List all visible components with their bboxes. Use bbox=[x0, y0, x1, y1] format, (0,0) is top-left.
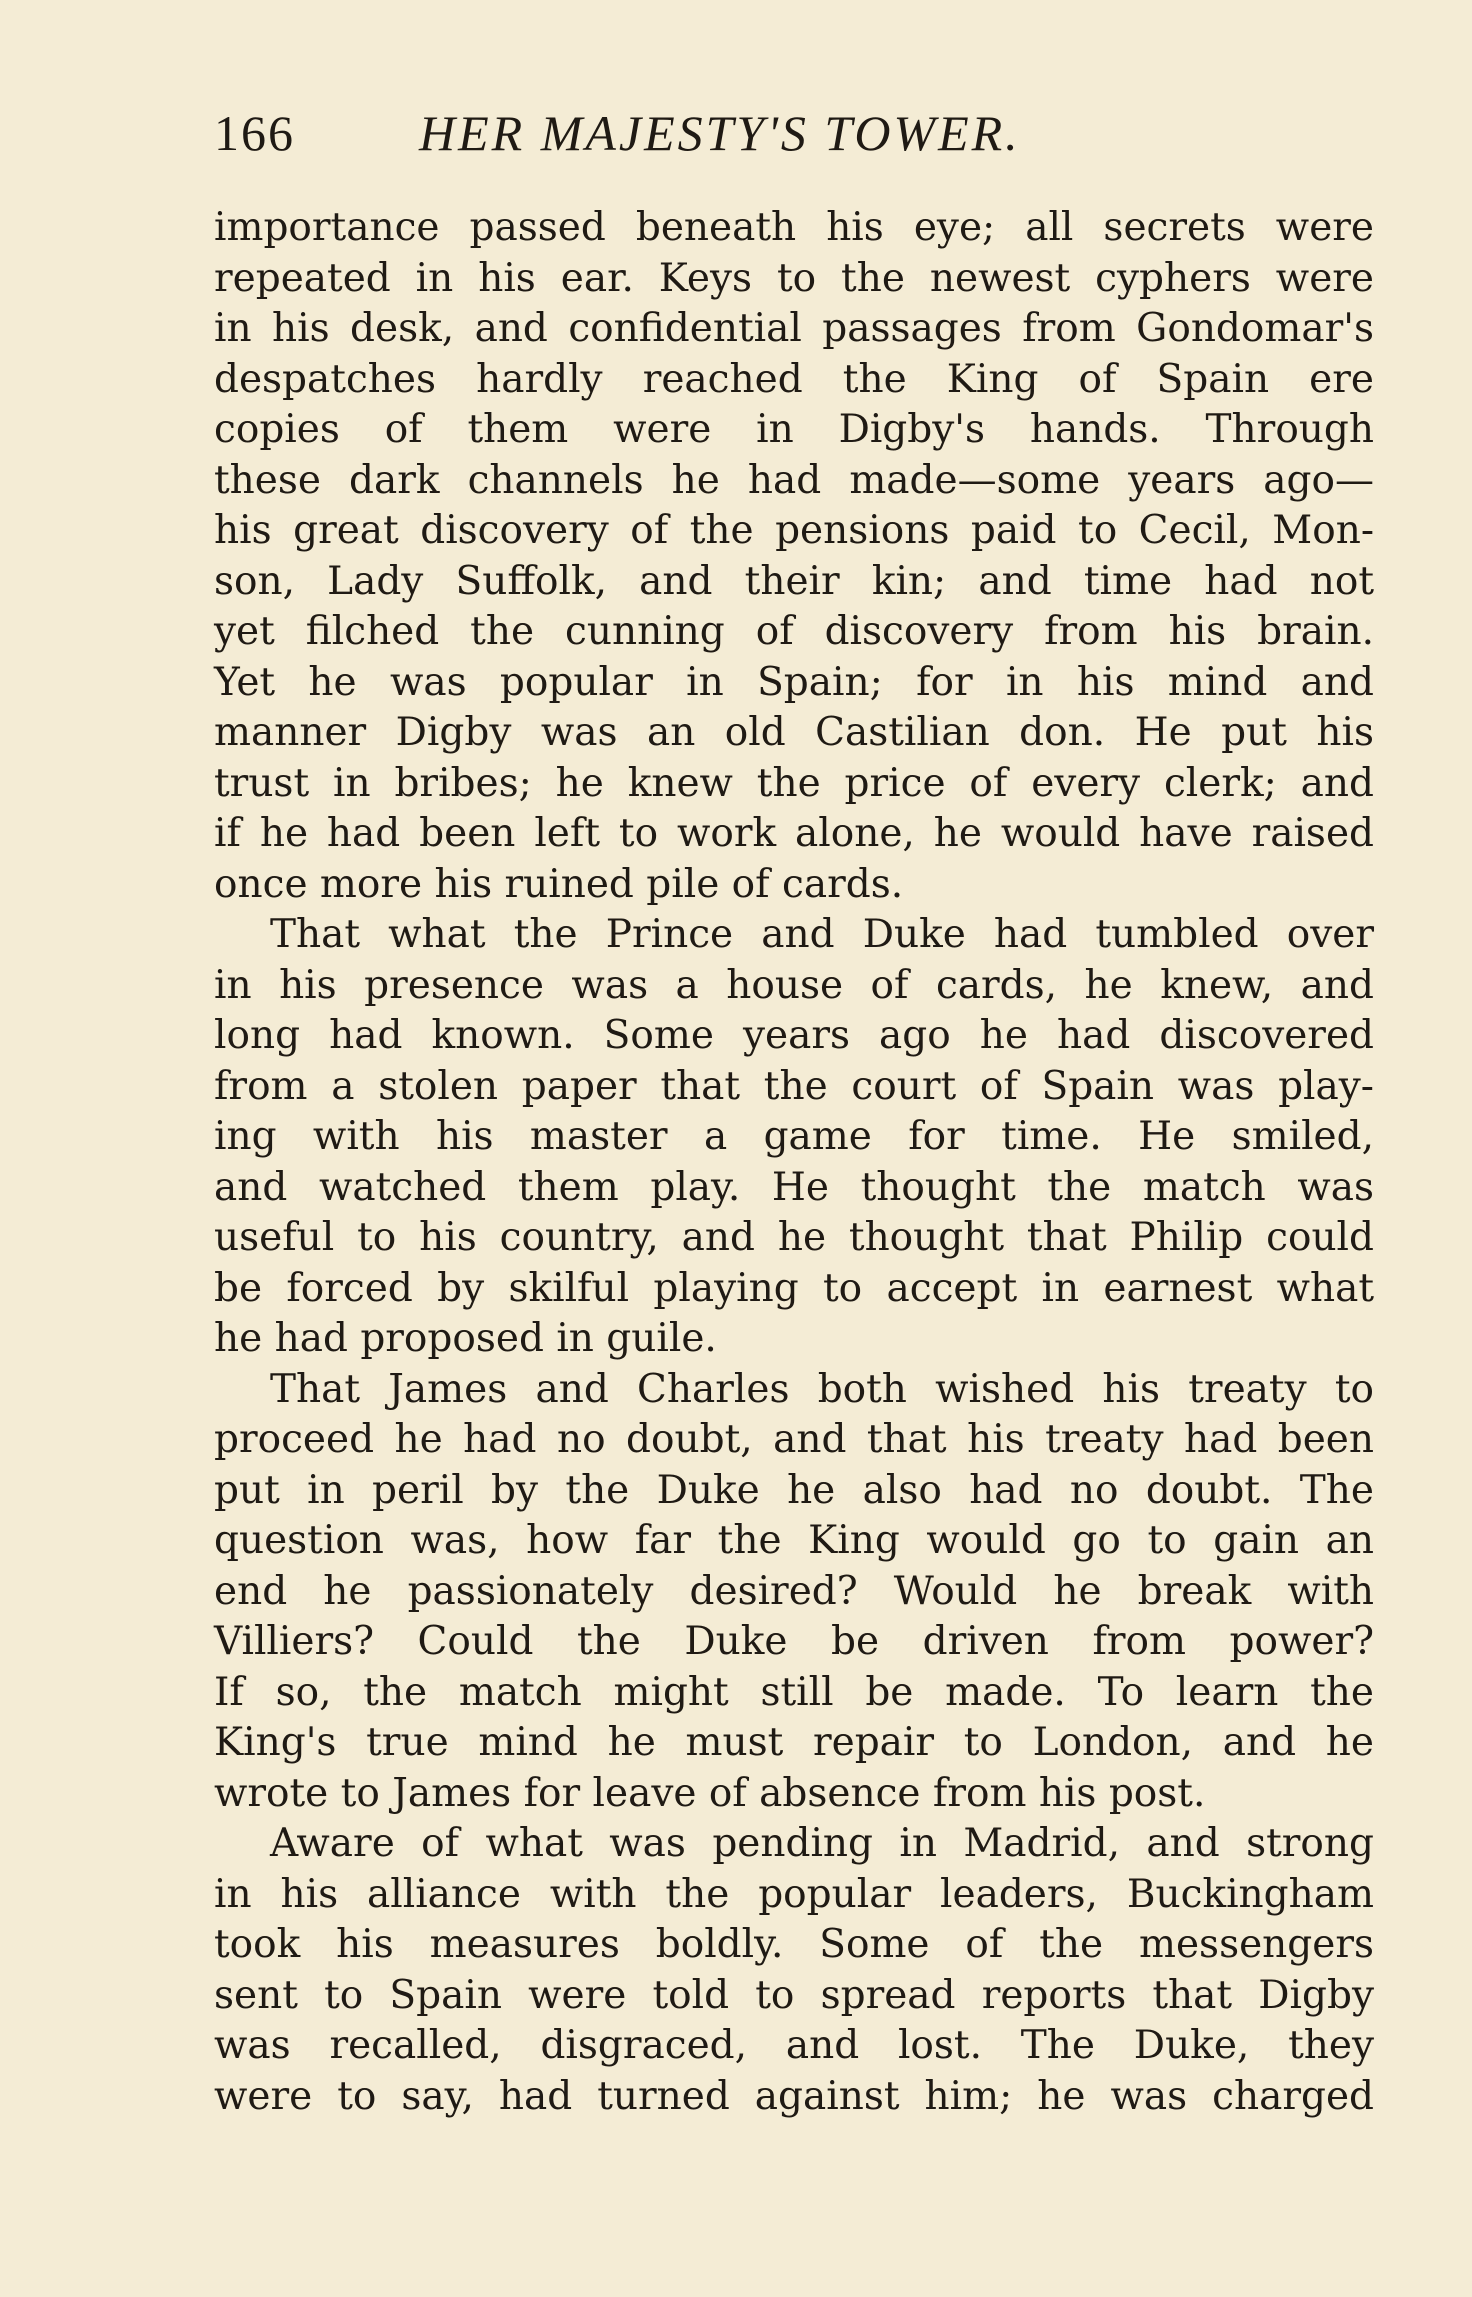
text-line: copies of them were in Digby's hands. Through bbox=[214, 407, 1374, 452]
text-line: long had known. Some years ago he had discovered bbox=[214, 1013, 1374, 1058]
text-line: Yet he was popular in Spain; for in his mind and bbox=[214, 659, 1374, 705]
text-line: That James and Charles both wished his treaty to bbox=[270, 1366, 1374, 1412]
running-title: HER MAJESTY'S TOWER. bbox=[419, 105, 1021, 161]
text-line: importance passed beneath his eye; all secrets were bbox=[214, 205, 1374, 250]
text-line: Villiers? Could the Duke be driven from power? bbox=[214, 1619, 1374, 1664]
text-line: proceed he had no doubt, and that his treaty had been bbox=[214, 1417, 1374, 1462]
text-line: in his alliance with the popular leaders, Buckingham bbox=[214, 1871, 1374, 1917]
text-line: wrote to James for leave of absence from his post. bbox=[214, 1770, 1206, 1816]
text-line: his great discovery of the pensions paid to Cecil, Mon- bbox=[214, 508, 1374, 553]
text-line: in his presence was a house of cards, he knew, and bbox=[214, 962, 1374, 1008]
text-line: and watched them play. He thought the match was bbox=[214, 1164, 1374, 1210]
text-line: these dark channels he had made—some years ago— bbox=[214, 457, 1374, 503]
text-line: if he had been left to work alone, he would have raised bbox=[214, 811, 1374, 856]
text-line: from a stolen paper that the court of Spain was play- bbox=[214, 1063, 1374, 1109]
text-line: be forced by skilful playing to accept in earnest what bbox=[214, 1265, 1374, 1311]
text-line: despatches hardly reached the King of Spain ere bbox=[214, 356, 1374, 402]
body-text bbox=[214, 203, 1374, 2122]
page-number: 166 bbox=[214, 105, 295, 161]
text-line: yet filched the cunning of discovery from his brain. bbox=[214, 609, 1374, 654]
text-line: once more his ruined pile of cards. bbox=[214, 861, 904, 907]
text-line: he had proposed in guile. bbox=[214, 1316, 717, 1361]
text-line: question was, how far the King would go to gain an bbox=[214, 1518, 1374, 1563]
text-line: were to say, had turned against him; he was charged bbox=[214, 2073, 1374, 2119]
text-line: ing with his master a game for time. He smiled, bbox=[214, 1114, 1374, 1159]
text-line: That what the Prince and Duke had tumbled over bbox=[270, 912, 1374, 957]
running-head bbox=[214, 98, 1374, 168]
text-line: repeated in his ear. Keys to the newest cyphers were bbox=[214, 255, 1374, 301]
text-line: was recalled, disgraced, and lost. The Duke, they bbox=[214, 2023, 1374, 2068]
text-line: son, Lady Suffolk, and their kin; and time had not bbox=[214, 558, 1374, 604]
text-line: put in peril by the Duke he also had no doubt. The bbox=[214, 1467, 1374, 1513]
text-line: manner Digby was an old Castilian don. He put his bbox=[214, 710, 1374, 755]
text-line: If so, the match might still be made. To learn the bbox=[214, 1669, 1374, 1715]
text-line: took his measures boldly. Some of the messengers bbox=[214, 1922, 1374, 1967]
text-line: end he passionately desired? Would he break with bbox=[214, 1568, 1374, 1614]
text-line: useful to his country, and he thought that Philip could bbox=[214, 1215, 1374, 1260]
text-line: in his desk, and confidential passages from Gondomar's bbox=[214, 306, 1374, 351]
text-line: King's true mind he must repair to London, and he bbox=[214, 1720, 1374, 1765]
text-line: sent to Spain were told to spread reports that Digby bbox=[214, 1972, 1374, 2018]
text-line: Aware of what was pending in Madrid, and strong bbox=[270, 1821, 1374, 1866]
text-line: trust in bribes; he knew the price of every clerk; and bbox=[214, 760, 1374, 806]
